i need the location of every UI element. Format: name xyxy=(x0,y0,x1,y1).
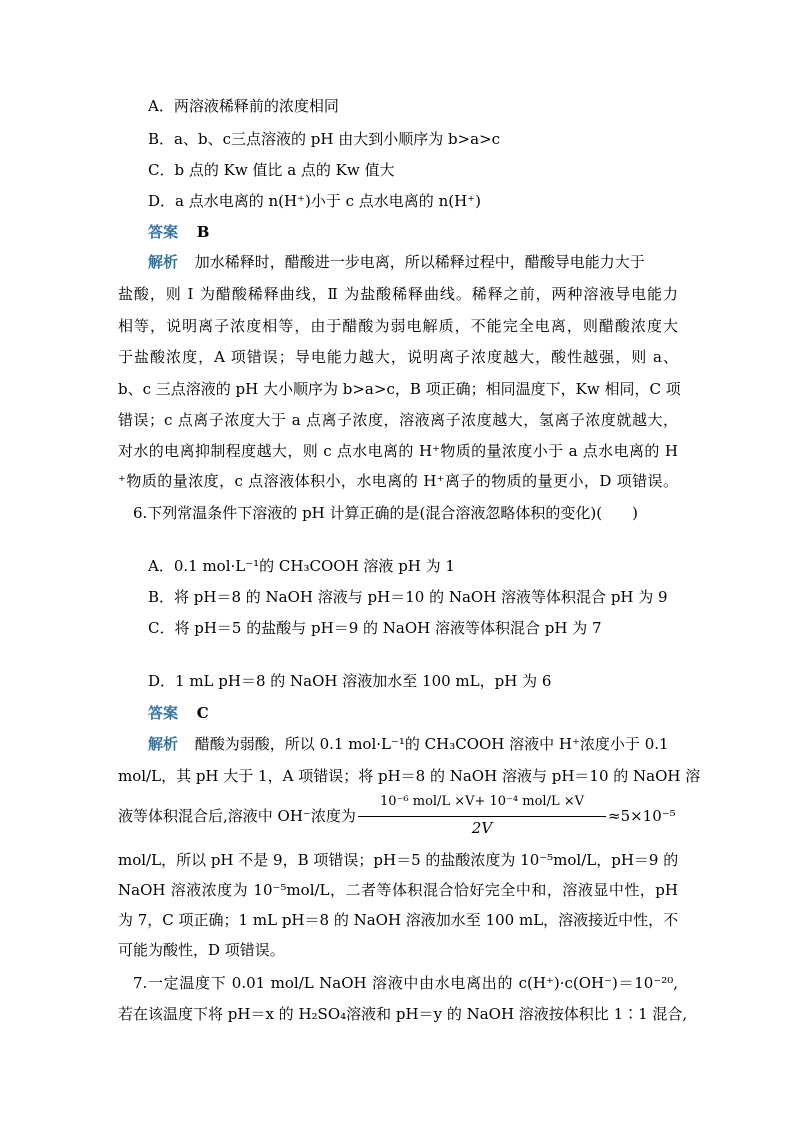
analysis-label: 解析 xyxy=(148,253,179,271)
q5-analysis-line: 对水的电离抑制程度越大，则 c 点水电离的 H⁺物质的量浓度小于 a 点水电离的 H xyxy=(118,442,678,460)
answer-value: C xyxy=(196,704,209,722)
analysis-text: 醋酸为弱酸，所以 0.1 mol·L⁻¹的 CH₃COOH 溶液中 H⁺浓度小于 0.1 xyxy=(194,735,669,753)
fraction-denominator: 2V xyxy=(471,819,493,837)
q6-option-c: C．将 pH＝5 的盐酸与 pH＝9 的 NaOH 溶液等体积混合 pH 为 7 xyxy=(148,619,602,637)
q5-analysis-line: b、c 三点溶液的 pH 大小顺序为 b>a>c，B 项正确；相同温度下，Kw 相同，C 项 xyxy=(118,380,681,398)
answer-value: B xyxy=(196,223,210,241)
fraction-numerator: 10⁻⁶ mol/L ×V+ 10⁻⁴ mol/L ×V xyxy=(380,794,584,809)
q6-stem: 6.下列常温条件下溶液的 pH 计算正确的是(混合溶液忽略体积的变化)( ) xyxy=(133,504,638,522)
fraction-result: ≈5×10⁻⁵ xyxy=(608,807,676,825)
q7-line: 7.一定温度下 0.01 mol/L NaOH 溶液中由水电离出的 c(H⁺)·c(OH⁻)＝10⁻²⁰, xyxy=(133,974,678,992)
q7-line: 若在该温度下将 pH＝x 的 H₂SO₄溶液和 pH＝y 的 NaOH 溶液按体积比 1∶1 混合, xyxy=(118,1005,688,1023)
analysis-label: 解析 xyxy=(148,735,179,753)
answer-label: 答案 xyxy=(148,223,179,241)
answer-label: 答案 xyxy=(148,704,179,722)
q6-analysis-line: 液等体积混合后,溶液中 OH⁻浓度为 xyxy=(118,807,356,825)
q6-analysis-line: mol/L，所以 pH 不是 9，B 项错误；pH＝5 的盐酸浓度为 10⁻⁵mol/L，pH＝9 的 xyxy=(118,851,679,869)
q5-option-c: C．b 点的 Kw 值比 a 点的 Kw 值大 xyxy=(148,161,395,179)
q6-option-b: B．将 pH＝8 的 NaOH 溶液与 pH＝10 的 NaOH 溶液等体积混合 pH 为 9 xyxy=(148,588,668,606)
q6-answer xyxy=(148,703,209,723)
q5-answer xyxy=(148,222,209,242)
q5-option-a: A．两溶液稀释前的浓度相同 xyxy=(148,97,339,115)
q6-analysis-line: 为 7，C 项正确；1 mL pH＝8 的 NaOH 溶液加水至 100 mL，溶液接近中性，不 xyxy=(118,911,679,929)
fraction-bar xyxy=(358,816,606,817)
q5-analysis-line: ⁺物质的量浓度，c 点溶液体积小，水电离的 H⁺离子的物质的量更小，D 项错误。 xyxy=(118,472,678,490)
q5-analysis-line: 相等，说明离子浓度相等，由于醋酸为弱电解质，不能完全电离，则醋酸浓度大 xyxy=(118,317,678,335)
q5-analysis-line: 错误；c 点离子浓度大于 a 点离子浓度，溶液离子浓度越大，氢离子浓度就越大， xyxy=(118,411,678,429)
q6-option-a: A．0.1 mol·L⁻¹的 CH₃COOH 溶液 pH 为 1 xyxy=(148,557,455,575)
q6-analysis-line: NaOH 溶液浓度为 10⁻⁵mol/L，二者等体积混合恰好完全中和，溶液显中性，pH xyxy=(118,881,678,899)
q6-analysis-line: 可能为酸性，D 项错误。 xyxy=(118,941,285,959)
q6-analysis-line: mol/L，其 pH 大于 1，A 项错误；将 pH＝8 的 NaOH 溶液与 pH＝10 的 NaOH 溶 xyxy=(118,767,701,785)
q5-option-b: B．a、b、c三点溶液的 pH 由大到小顺序为 b>a>c xyxy=(148,130,501,148)
q5-analysis-line: 盐酸，则 Ⅰ 为醋酸稀释曲线，Ⅱ 为盐酸稀释曲线。稀释之前，两种溶液导电能力 xyxy=(118,285,678,303)
q6-analysis-first-line xyxy=(148,734,669,754)
q5-analysis-first-line xyxy=(148,252,645,272)
analysis-text: 加水稀释时，醋酸进一步电离，所以稀释过程中，醋酸导电能力大于 xyxy=(194,253,645,271)
q5-analysis-line: 于盐酸浓度，A 项错误；导电能力越大，说明离子浓度越大，酸性越强，则 a、 xyxy=(118,348,678,366)
q5-option-d: D．a 点水电离的 n(H⁺)小于 c 点水电离的 n(H⁺) xyxy=(148,192,481,210)
q6-option-d: D．1 mL pH＝8 的 NaOH 溶液加水至 100 mL，pH 为 6 xyxy=(148,672,552,690)
